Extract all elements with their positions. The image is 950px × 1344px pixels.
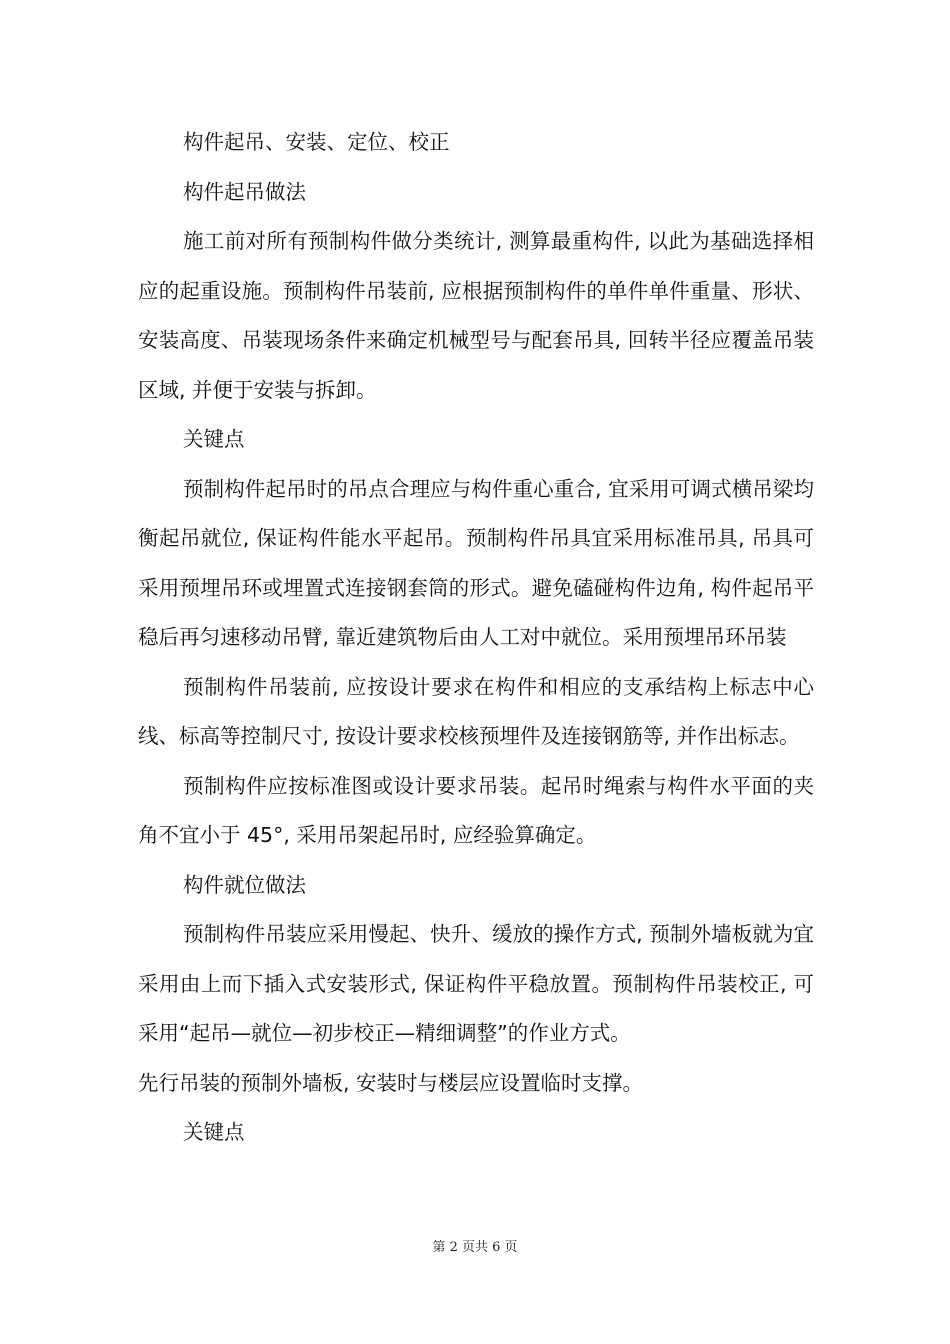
section-heading-key-points-2: 关键点 <box>183 1120 245 1144</box>
paragraph-slow-lift-fast-rise: 预制构件吊装应采用慢起、快升、缓放的操作方式, 预制外墙板就为宜采用由上而下插入式安装形式, 保证构件平稳放置。预制构件吊装校正, 可采用“起吊—就位—初步校正—精细调整”的作业方式。 <box>138 922 814 1045</box>
paragraph-rope-angle: 预制构件应按标准图或设计要求吊装。起吊时绳索与构件水平面的夹角不宜小于 45°, 采用吊架起吊时, 应经验算确定。 <box>138 773 814 847</box>
section-heading-positioning-method: 构件就位做法 <box>183 872 306 897</box>
section-heading-key-points-1: 关键点 <box>183 427 245 451</box>
document-body <box>138 118 814 1158</box>
paragraph-preconstruction-statistics: 施工前对所有预制构件做分类统计, 测算最重构件, 以此为基础选择相应的起重设施。预制构件吊装前, 应根据预制构件的单件单件重量、形状、安装高度、吊装现场条件来确定机械型号与配套吊具, 回转半径应覆盖吊装区域, 并便于安装与拆卸。 <box>138 229 814 402</box>
paragraph-marking-center-lines: 预制构件吊装前, 应按设计要求在构件和相应的支承结构上标志中心线、标高等控制尺寸, 按设计要求校核预埋件及连接钢筋等, 并作出标志。 <box>138 674 814 748</box>
section-heading-lifting-installation: 构件起吊、安装、定位、校正 <box>183 130 450 154</box>
paragraph-temporary-support: 先行吊装的预制外墙板, 安装时与楼层应设置临时支撑。 <box>138 1070 644 1095</box>
paragraph-lifting-points: 预制构件起吊时的吊点合理应与构件重心重合, 宜采用可调式横吊梁均衡起吊就位, 保证构件能水平起吊。预制构件吊具宜采用标准吊具, 吊具可采用预埋吊环或埋置式连接钢套筒的形式。避免磕碰构件边角, 构件起吊平稳后再匀速移动吊臂, 靠近建筑物后由人工对中就位。采用预埋吊环吊装 <box>138 476 814 649</box>
page-number-footer: 第 2 页共 6 页 <box>432 1240 518 1255</box>
section-heading-lifting-method: 构件起吊做法 <box>183 179 306 204</box>
